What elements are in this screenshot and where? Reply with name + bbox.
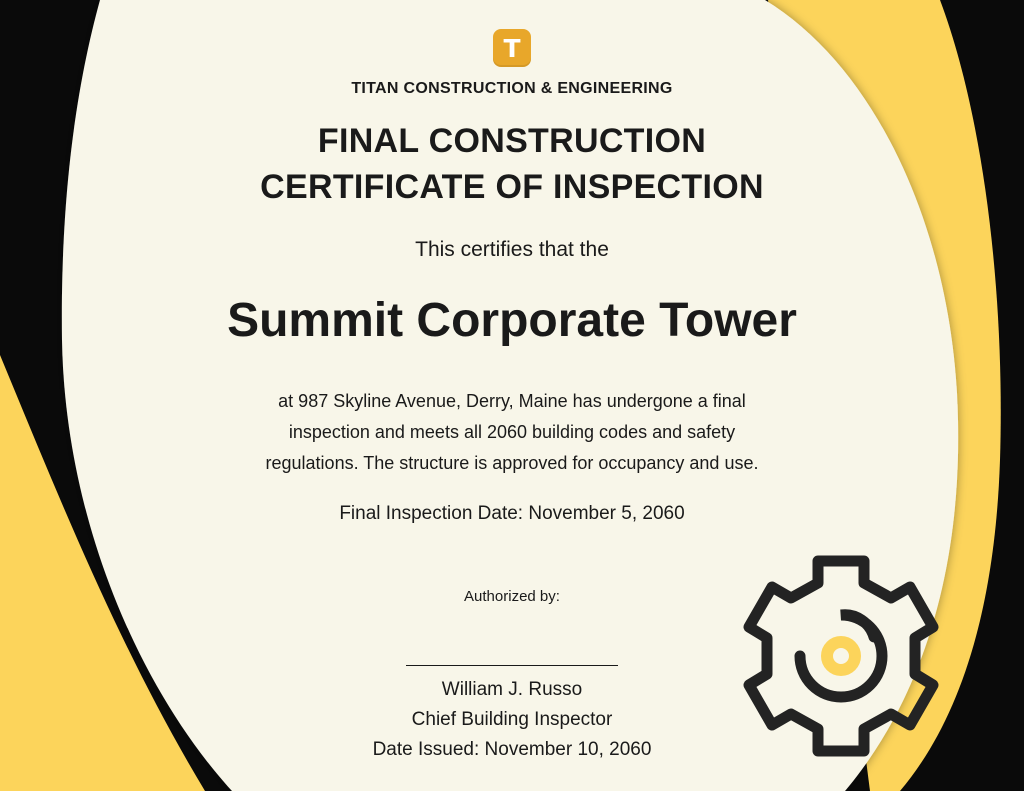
gear-graphic: [738, 553, 944, 759]
gear-inner-swirl: [800, 615, 882, 697]
company-name: TITAN CONSTRUCTION & ENGINEERING: [351, 80, 673, 97]
t-logo-icon: T: [503, 33, 521, 63]
gear-outline: [749, 561, 933, 751]
title-line-1: FINAL CONSTRUCTION: [317, 122, 707, 160]
inspection-date: Final Inspection Date: November 5, 2060: [339, 503, 685, 524]
body-line-3: regulations. The structure is approved for occupancy and use.: [265, 453, 759, 473]
date-issued: Date Issued: November 10, 2060: [372, 739, 652, 760]
gear-center-dot: [827, 642, 855, 670]
body-line-1: at 987 Skyline Avenue, Derry, Maine has undergone a final: [278, 391, 746, 411]
signature-line: [406, 665, 618, 666]
signer-name: William J. Russo: [441, 679, 583, 700]
intro-text: This certifies that the: [415, 238, 609, 261]
project-name: Summit Corporate Tower: [227, 294, 797, 347]
signer-title: Chief Building Inspector: [411, 709, 613, 730]
body-line-2: inspection and meets all 2060 building codes and safety: [288, 422, 736, 442]
certificate-body: [190, 386, 834, 479]
company-logo: [493, 29, 531, 67]
title-line-2: CERTIFICATE OF INSPECTION: [260, 168, 764, 206]
certificate-title: [0, 118, 1024, 210]
authorized-label: Authorized by:: [464, 588, 560, 605]
gear-icon: [738, 553, 944, 759]
